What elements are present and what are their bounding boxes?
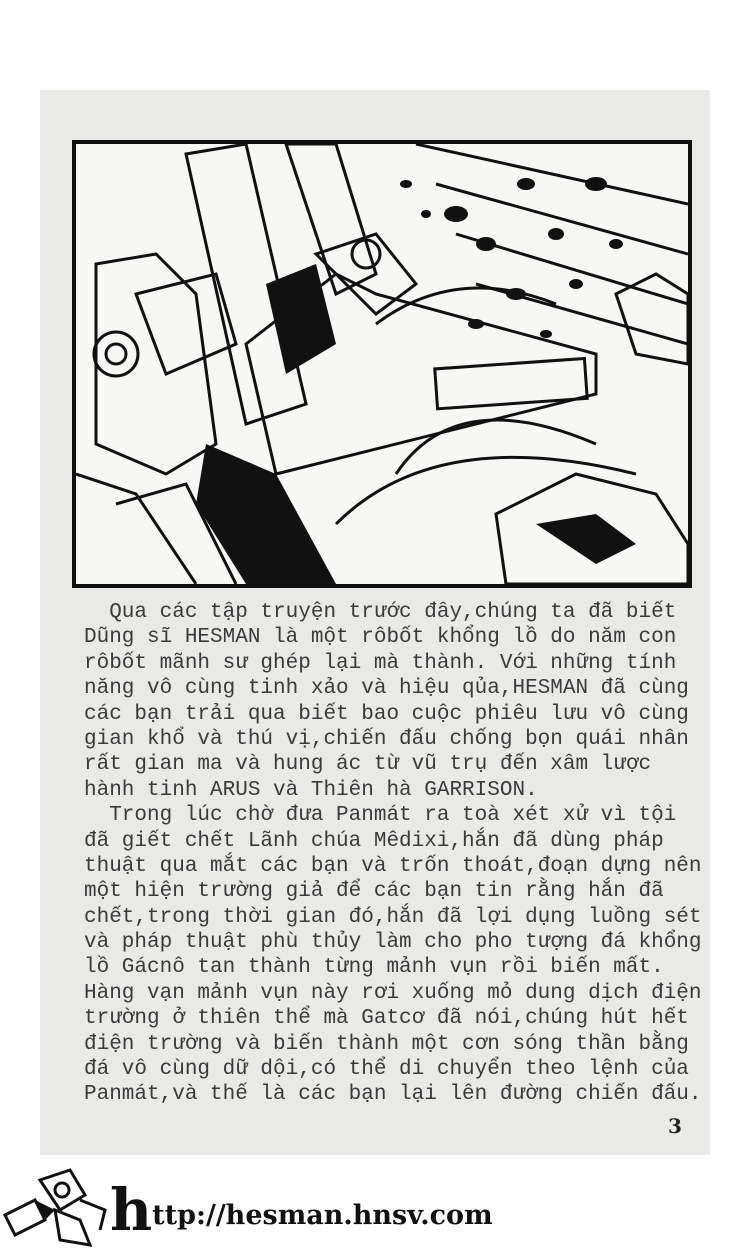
text-line: Hàng vạn mảnh vụn này rơi xuống mỏ dung dịch điện: [84, 981, 702, 1005]
text-line: chết,trong thời gian đó,hắn đã lợi dụng luồng sét: [84, 905, 702, 929]
website-url[interactable]: http://hesman.hnsv.com: [110, 1176, 493, 1244]
text-line: thuật qua mắt các bạn và trốn thoát,đoạn dựng nên: [84, 854, 702, 878]
text-line: năng vô cùng tinh xảo và hiệu qủa,HESMAN đã cùng: [84, 677, 689, 701]
text-line: Panmát,và thế là các bạn lại lên đường chiến đấu.: [84, 1083, 702, 1107]
text-line: đã giết chết Lãnh chúa Mêdixi,hắn đã dùng pháp: [84, 829, 664, 853]
text-line: gian khổ và thú vị,chiến đấu chống bọn quái nhân: [84, 727, 689, 751]
text-line: hành tinh ARUS và Thiên hà GARRISON.: [84, 778, 538, 802]
comic-panel-illustration: [72, 140, 692, 588]
text-line: các bạn trải qua biết bao cuộc phiêu lưu vô cùng: [84, 702, 689, 726]
text-line: một hiện trường giả để các bạn tin rằng hắn đã: [84, 880, 664, 904]
text-line: trường ở thiên thể mà Gatcơ đã nói,chúng hút hết: [84, 1007, 689, 1031]
text-line: Qua các tập truyện trước đây,chúng ta đã biết: [84, 601, 677, 624]
text-line: đá vô cùng dữ dội,có thể di chuyển theo lệnh của: [84, 1058, 689, 1082]
text-line: Dũng sĩ HESMAN là một rôbốt khổng lồ do năm con: [84, 626, 677, 650]
text-line: và pháp thuật phù thủy làm cho pho tượng đá khổng: [84, 931, 702, 955]
text-line: rất gian ma và hung ác từ vũ trụ đến xâm lược: [84, 753, 652, 777]
text-line: điện trường và biến thành một cơn sóng thần bằng: [84, 1032, 689, 1056]
text-line: rôbốt mãnh sư ghép lại mà thành. Với những tính: [84, 651, 677, 675]
robot-battle-artwork: [76, 144, 688, 584]
robot-mascot-logo: [0, 1160, 110, 1250]
text-line: lồ Gácnô tan thành từng mảnh vụn rồi biến mất.: [84, 956, 664, 980]
text-line: Trong lúc chờ đưa Panmát ra toà xét xử vì tội: [84, 804, 677, 828]
page-number: 3: [668, 1114, 682, 1138]
story-text: [84, 600, 724, 1108]
